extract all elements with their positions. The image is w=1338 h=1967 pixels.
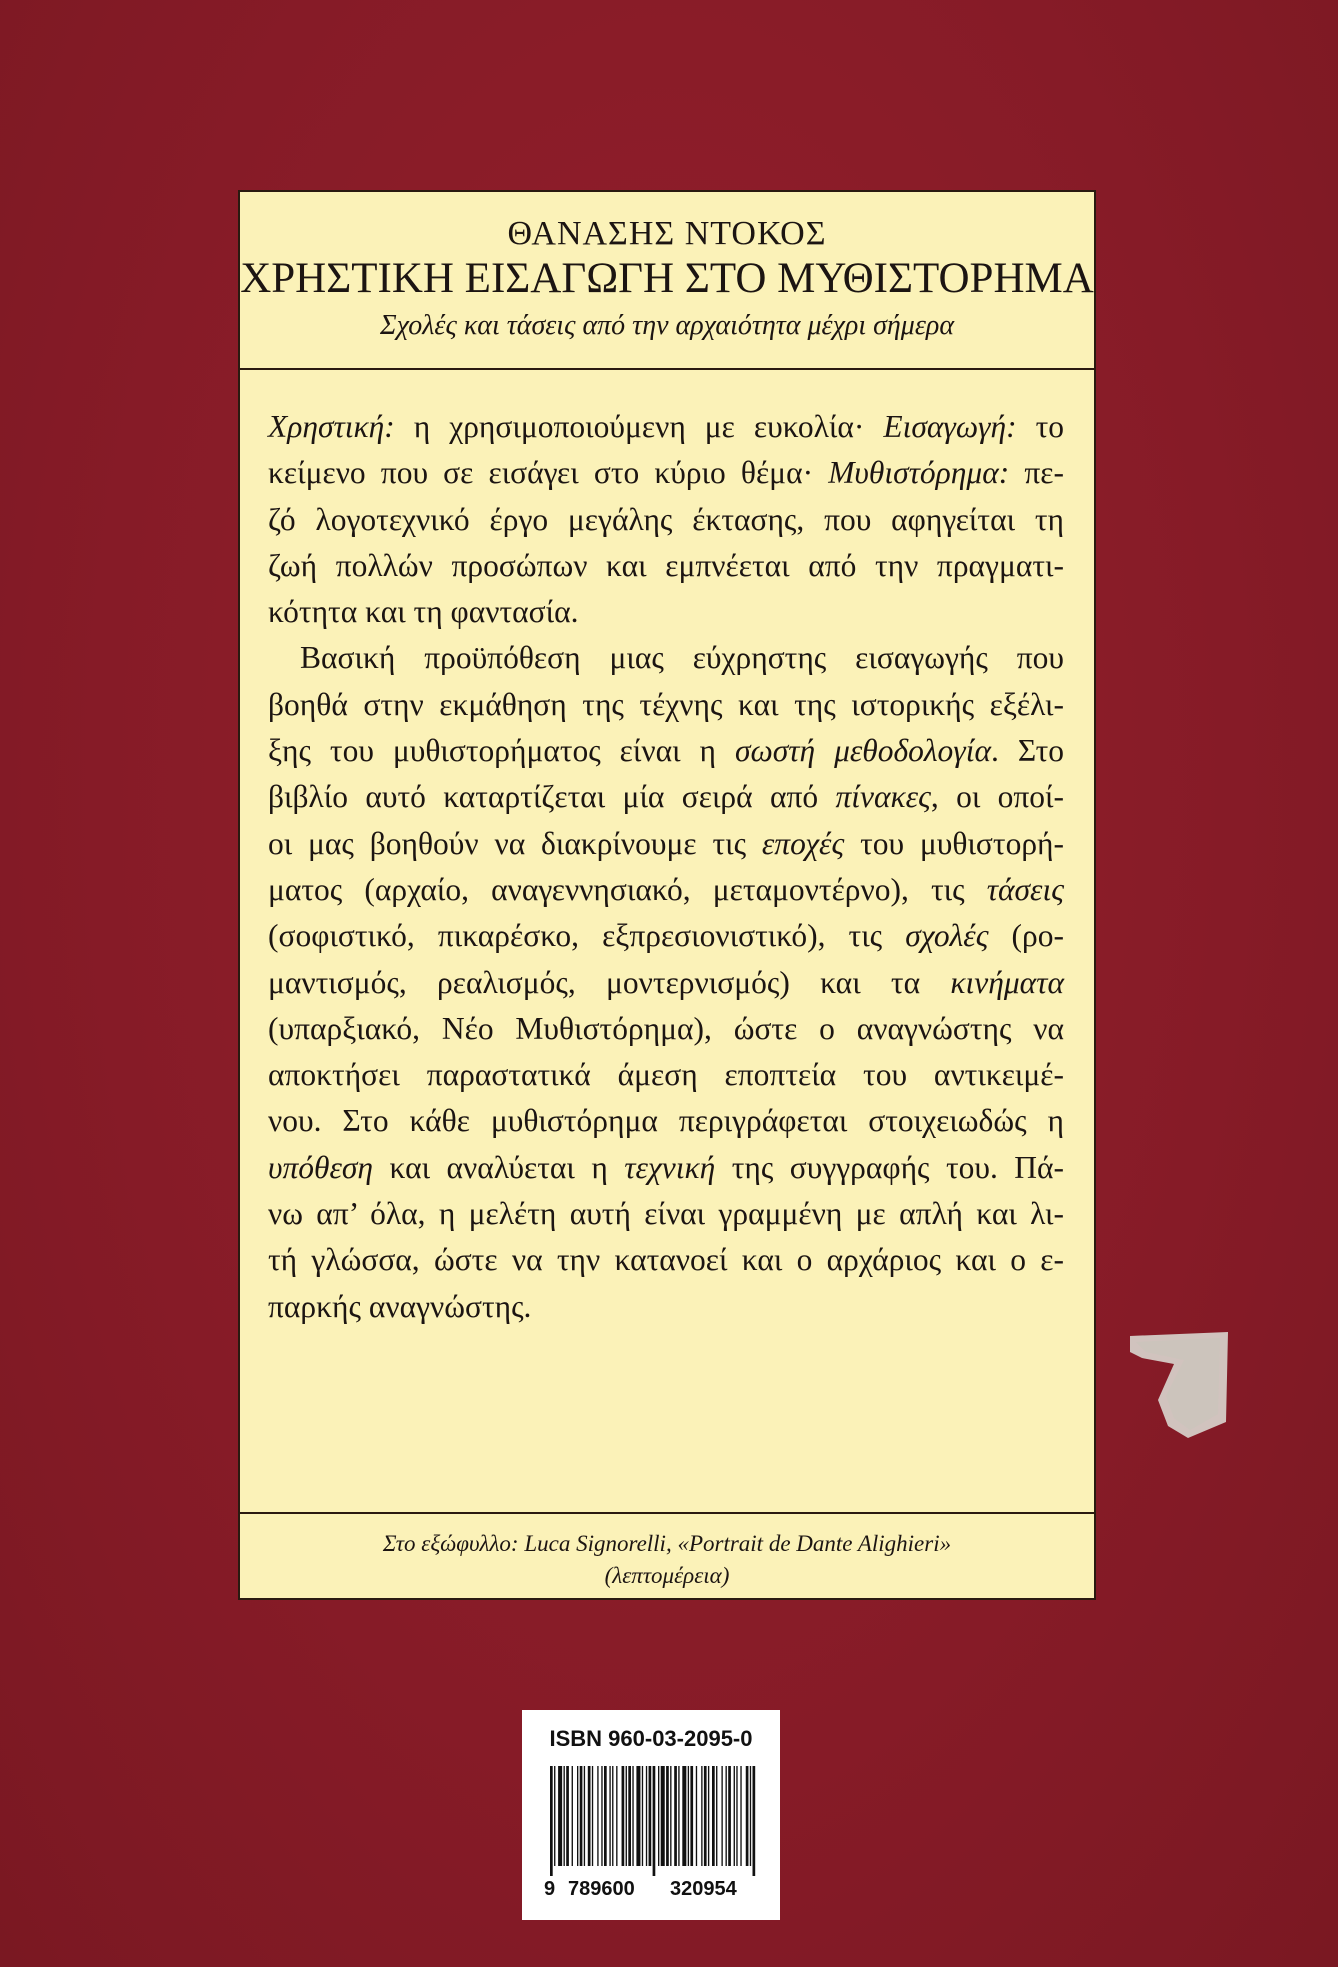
- barcode-bar: [721, 1766, 722, 1866]
- barcode-bar: [609, 1766, 610, 1866]
- barcode-bar: [622, 1766, 625, 1866]
- barcode-bar: [626, 1766, 627, 1866]
- blurb-line: υπόθεση και αναλύεται η τεχνική της συγγραφής του. Πά-: [268, 1149, 1065, 1185]
- barcode-bar: [688, 1766, 689, 1866]
- barcode-bar: [554, 1766, 555, 1866]
- barcode-bar: [564, 1766, 565, 1866]
- barcode-bar: [628, 1766, 631, 1866]
- barcode-bars: [550, 1766, 756, 1876]
- blurb-line: οι μας βοηθούν να διακρίνουμε τις εποχές του μυθιστορή-: [268, 825, 1065, 861]
- torn-sticker-mark: [1128, 1330, 1230, 1440]
- barcode-bar: [678, 1766, 679, 1866]
- blurb-line: νου. Στο κάθε μυθιστόρημα περιγράφεται στοιχειωδώς η: [268, 1103, 1064, 1139]
- author-name: ΘΑΝΑΣΗΣ ΝΤΟΚΟΣ: [507, 215, 827, 252]
- blurb-line: βοηθά στην εκμάθηση της τέχνης και της ιστορικής εξέλι-: [268, 686, 1064, 722]
- barcode-bar: [670, 1766, 671, 1866]
- blurb-paragraph-2: [268, 635, 1064, 1329]
- blurb-line: παρκής αναγνώστης.: [268, 1288, 532, 1324]
- blurb-line: αποκτήσει παραστατικά άμεση εποπτεία του αντικειμέ-: [268, 1057, 1064, 1093]
- blurb-line: Βασική προϋπόθεση μιας εύχρηστης εισαγωγής που: [300, 640, 1064, 676]
- barcode-bar: [636, 1766, 640, 1866]
- barcode-bar: [746, 1766, 749, 1866]
- blurb-line: Χρηστική: η χρησιμοποιούμενη με ευκολία· Εισαγωγή: το: [268, 409, 1064, 444]
- barcode-bar: [601, 1766, 602, 1866]
- barcode-bar: [701, 1766, 702, 1866]
- barcode-bar: [566, 1766, 569, 1866]
- blurb-line: κείμενο που σε εισάγει στο κύριο θέμα· Μυθιστόρημα: πε-: [268, 455, 1064, 491]
- book-subtitle: Σχολές και τάσεις από την αρχαιότητα μέχρι σήμερα: [379, 310, 955, 341]
- blurb: [240, 370, 1094, 1330]
- barcode-bar: [716, 1766, 717, 1866]
- barcode-bar: [690, 1766, 693, 1866]
- barcode-bar: [734, 1766, 735, 1866]
- blurb-line: βιβλίο αυτό καταρτίζεται μία σειρά από πίνακες, οι οποί-: [268, 779, 1064, 815]
- blurb-line: νω απ’ όλα, η μελέτη αυτή είναι γραμμένη με απλή και λι-: [268, 1196, 1064, 1232]
- barcode-digits-left: 789600: [568, 1878, 635, 1900]
- barcode-bar: [646, 1766, 647, 1866]
- book-title: ΧΡΗΣΤΙΚΗ ΕΙΣΑΓΩΓΗ ΣΤΟ ΜΥΘΙΣΤΟΡΗΜΑ: [240, 255, 1094, 302]
- text-panel: [238, 190, 1096, 1600]
- barcode-bar: [577, 1766, 578, 1866]
- barcode-bar: [658, 1766, 659, 1866]
- barcode-bar: [604, 1766, 607, 1866]
- barcode-bar: [616, 1766, 617, 1866]
- header: [240, 192, 1094, 370]
- barcode-bar: [572, 1766, 573, 1866]
- barcode-bar: [682, 1766, 686, 1866]
- blurb-paragraph-1: [268, 404, 1064, 635]
- barcode-bar: [550, 1766, 553, 1876]
- cover-credit-note: (λεπτομέρεια): [604, 1563, 730, 1588]
- cover-credit: [240, 1512, 1094, 1598]
- barcode-bar: [588, 1766, 591, 1866]
- isbn-text: ISBN 960-03-2095-0: [549, 1726, 753, 1751]
- barcode-bar: [696, 1766, 697, 1866]
- barcode-label: [522, 1710, 780, 1920]
- barcode-digit-first: 9: [544, 1878, 556, 1900]
- blurb-line: (σοφιστικό, πικαρέσκο, εξπρεσιονιστικό), τις σχολές (ρο-: [268, 918, 1064, 954]
- barcode-bar: [592, 1766, 593, 1866]
- blurb-line: ζωή πολλών προσώπων και εμπνέεται από την πραγματι-: [268, 547, 1064, 583]
- barcode-bar: [632, 1766, 633, 1866]
- barcode-bar: [704, 1766, 707, 1866]
- blurb-line: τή γλώσσα, ώστε να την κατανοεί και ο αρχάριος και ο ε-: [268, 1242, 1064, 1278]
- barcode-digits-right: 320954: [670, 1878, 737, 1900]
- barcode-bar: [661, 1766, 665, 1866]
- barcode-bar: [728, 1766, 731, 1866]
- blurb-line: κότητα και τη φαντασία.: [268, 594, 579, 630]
- barcode-bar: [712, 1766, 715, 1866]
- blurb-line: ζό λογοτεχνικό έργο μεγάλης έκτασης, που αφηγείται τη: [268, 501, 1064, 537]
- barcode-bar: [736, 1766, 737, 1866]
- barcode-bar: [708, 1766, 709, 1866]
- blurb-line: μαντισμός, ρεαλισμός, μοντερνισμός) και τα κινήματα: [268, 964, 1064, 1000]
- barcode-bar: [674, 1766, 677, 1866]
- barcode-bar: [753, 1766, 756, 1876]
- barcode-bar: [558, 1766, 562, 1866]
- cover-credit-line: Στο εξώφυλλο: Luca Signorelli, «Portrait de Dante Alighieri»: [382, 1531, 952, 1556]
- barcode-bar: [726, 1766, 727, 1866]
- barcode-bar: [750, 1766, 751, 1866]
- barcode-bar: [642, 1766, 643, 1866]
- blurb-line: ξης του μυθιστορήματος είναι η σωστή μεθοδολογία. Στο: [268, 733, 1064, 769]
- barcode-bar: [666, 1766, 669, 1866]
- barcode-bar: [612, 1766, 613, 1866]
- barcode-bar: [740, 1766, 741, 1866]
- barcode-bar: [649, 1766, 652, 1866]
- barcode-bar: [580, 1766, 583, 1866]
- blurb-line: ματος (αρχαίο, αναγεννησιακό, μεταμοντέρνο), τις τάσεις: [268, 871, 1064, 907]
- blurb-line: (υπαρξιακό, Νέο Μυθιστόρημα), ώστε ο αναγνώστης να: [268, 1010, 1064, 1046]
- barcode-bar: [653, 1766, 656, 1876]
- barcode-bar: [597, 1766, 598, 1866]
- barcode-bar: [584, 1766, 585, 1866]
